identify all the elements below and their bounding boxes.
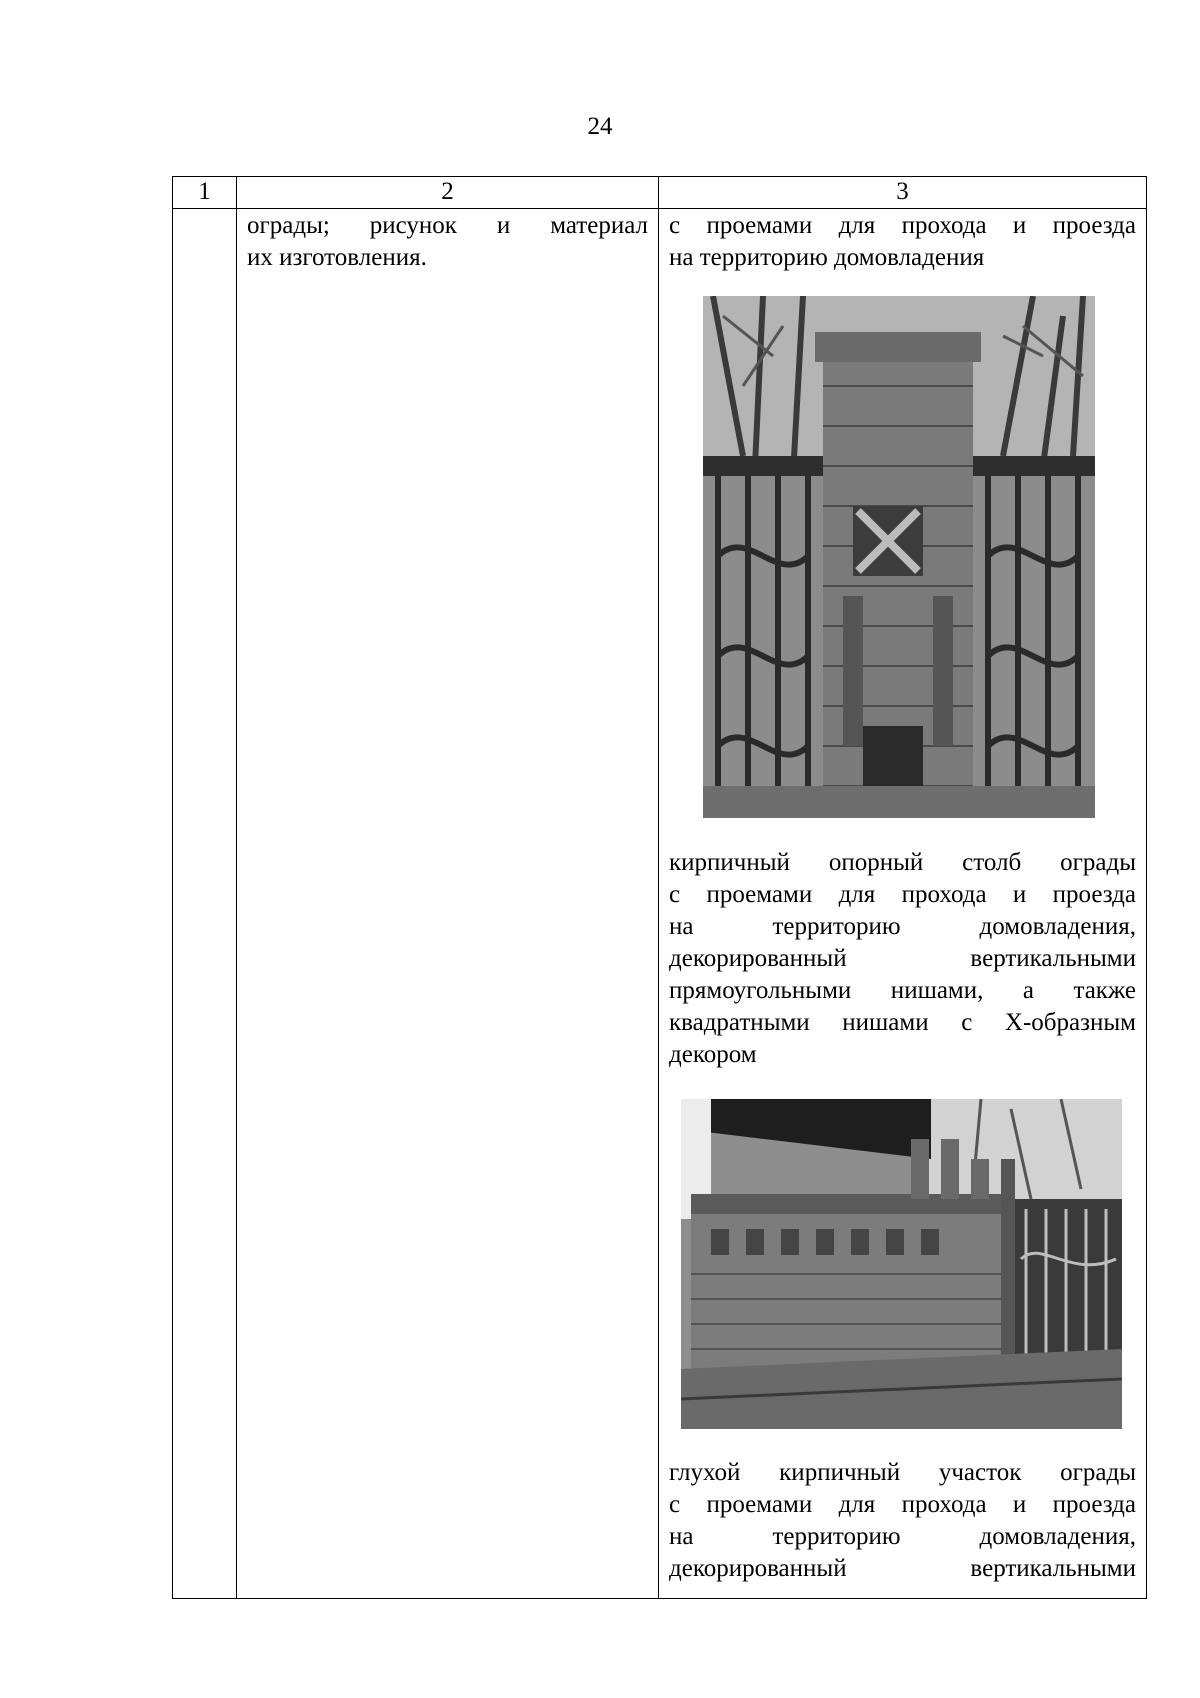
cell-col-3 — [659, 209, 1147, 1599]
col-3-intro-line-1: с проемами для прохода и проезда — [669, 212, 1136, 239]
photo-1-caption — [659, 847, 1146, 1071]
table-header-row — [173, 177, 1147, 209]
brick-pillar-image-icon — [703, 296, 1095, 818]
col-3-intro-line-2: на территорию домовладения — [669, 244, 985, 271]
document-table — [172, 176, 1147, 1599]
caption-1-line-1: кирпичный опорный столб ограды — [669, 849, 1136, 876]
cell-col-2-line-1: ограды; рисунок и материал — [247, 212, 648, 239]
cell-col-1 — [173, 209, 237, 1599]
solid-brick-fence-section-photo — [681, 1099, 1122, 1429]
header-col-1: 1 — [173, 177, 237, 209]
photo-2-caption — [659, 1457, 1146, 1585]
caption-1-line-7: декором — [669, 1041, 757, 1068]
brick-fence-image-icon — [681, 1099, 1122, 1429]
header-col-2: 2 — [237, 177, 659, 209]
cell-col-2-text — [237, 209, 658, 274]
cell-col-2 — [237, 209, 659, 1599]
caption-1-line-4: декорированный вертикальными — [669, 945, 1136, 972]
caption-1-line-3: на территорию домовладения, — [669, 913, 1136, 940]
table-row — [173, 209, 1147, 1599]
brick-gate-pillar-photo — [703, 296, 1095, 818]
cell-col-2-line-2: их изготовления. — [247, 244, 427, 271]
caption-2-line-3: на территорию домовладения, — [669, 1523, 1136, 1550]
page-number: 24 — [587, 113, 613, 140]
header-col-3: 3 — [659, 177, 1147, 209]
caption-1-line-6: квадратными нишами с Х-образным — [669, 1009, 1136, 1036]
col-3-intro — [659, 209, 1146, 274]
caption-2-line-4: декорированный вертикальными — [669, 1555, 1136, 1582]
caption-2-line-2: с проемами для прохода и проезда — [669, 1491, 1136, 1518]
caption-1-line-2: с проемами для прохода и проезда — [669, 881, 1136, 908]
caption-2-line-1: глухой кирпичный участок ограды — [669, 1459, 1136, 1486]
caption-1-line-5: прямоугольными нишами, а также — [669, 977, 1136, 1004]
